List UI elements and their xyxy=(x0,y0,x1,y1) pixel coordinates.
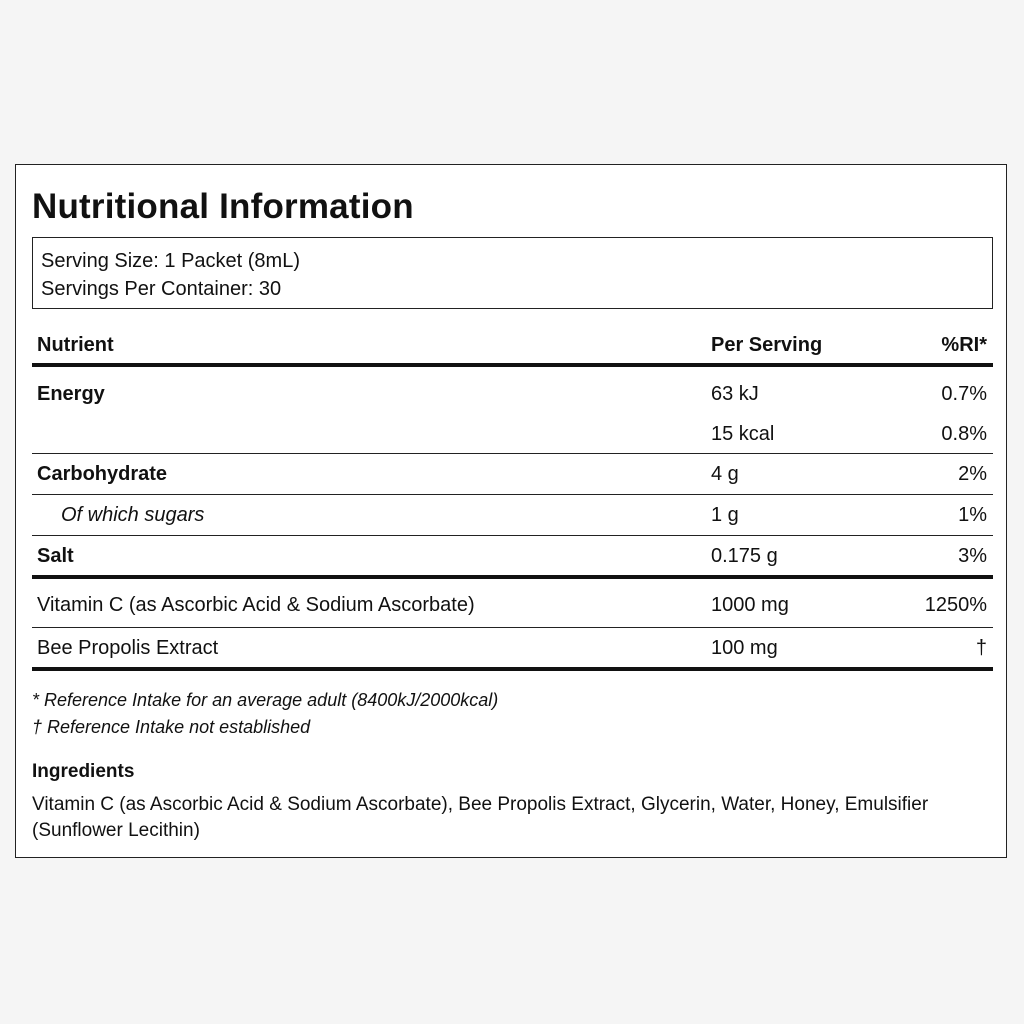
table-row-energy-kcal xyxy=(32,414,993,454)
header-per-serving: Per Serving xyxy=(711,334,823,356)
ri-value: 2% xyxy=(958,463,987,485)
header-ri: %RI* xyxy=(941,334,987,356)
nutrition-table xyxy=(32,325,993,671)
nutrient-name: Of which sugars xyxy=(61,504,205,526)
per-serving-value: 15 kcal xyxy=(711,423,775,445)
footnote-ri: * Reference Intake for an average adult (8400kJ/2000kcal) xyxy=(32,690,499,710)
nutrient-name: Vitamin C (as Ascorbic Acid & Sodium Ascorbate) xyxy=(37,594,475,616)
ri-value: 1250% xyxy=(924,594,987,616)
table-row-carbohydrate xyxy=(32,454,993,495)
serving-size: Serving Size: 1 Packet (8mL) xyxy=(41,250,300,272)
servings-per-container: Servings Per Container: 30 xyxy=(41,278,282,300)
per-serving-value: 100 mg xyxy=(711,637,778,659)
ri-value: 3% xyxy=(958,545,987,567)
nutrient-name: Energy xyxy=(37,383,105,405)
ri-value: 0.7% xyxy=(941,383,987,405)
per-serving-value: 1 g xyxy=(711,504,739,526)
table-row-sugars xyxy=(32,495,993,536)
footnotes xyxy=(32,687,498,741)
table-row-vitamin-c xyxy=(32,579,993,628)
footnote-not-established: † Reference Intake not established xyxy=(32,717,311,737)
header-nutrient: Nutrient xyxy=(37,334,114,356)
nutrition-panel xyxy=(15,164,1007,858)
ingredients-text: Vitamin C (as Ascorbic Acid & Sodium Ascorbate), Bee Propolis Extract, Glycerin, Water, Honey, Emulsifier (Sunflower Lecithin) xyxy=(32,794,929,841)
ingredients-heading: Ingredients xyxy=(32,761,135,782)
table-row-salt xyxy=(32,536,993,579)
ri-value: † xyxy=(975,637,987,659)
table-row-bee-propolis xyxy=(32,628,993,671)
per-serving-value: 4 g xyxy=(711,463,739,485)
nutrient-name: Salt xyxy=(37,545,74,567)
nutrient-name: Bee Propolis Extract xyxy=(37,637,219,659)
per-serving-value: 1000 mg xyxy=(711,594,789,616)
per-serving-value: 0.175 g xyxy=(711,545,778,567)
ri-value: 0.8% xyxy=(941,423,987,445)
per-serving-value: 63 kJ xyxy=(711,383,759,405)
nutrient-name: Carbohydrate xyxy=(37,463,168,485)
ri-value: 1% xyxy=(958,504,987,526)
table-row-energy-kj xyxy=(32,367,993,414)
panel-title: Nutritional Information xyxy=(32,187,414,226)
serving-info-box xyxy=(32,237,993,309)
table-header-row xyxy=(32,325,993,367)
